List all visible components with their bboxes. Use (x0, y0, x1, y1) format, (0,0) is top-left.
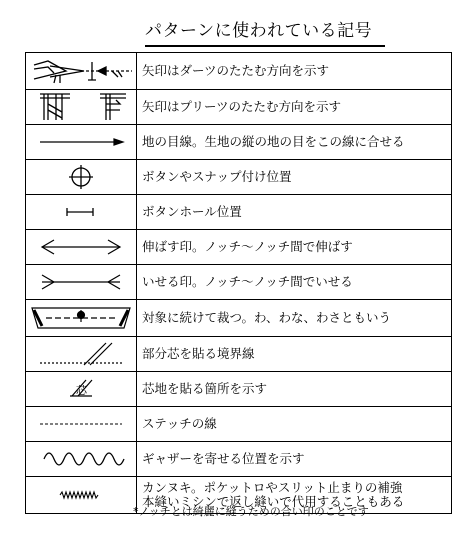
legend-description: ギャザーを寄せる位置を示す (137, 442, 452, 477)
legend-description: 対象に続けて裁つ。わ、わな、わさともいう (137, 300, 452, 337)
footnote: *ノッチとは綺麗に縫うための合い印のことです (133, 505, 369, 518)
legend-description-line1: カンヌキ。ポケットロやスリット止まりの補強 (142, 480, 403, 495)
legend-row (26, 53, 452, 90)
buttonhole-icon (26, 195, 136, 229)
ease-inward-arrow-icon (26, 265, 136, 299)
stitch-dashed-line-icon (26, 407, 136, 441)
legend-description: 地の目線。生地の縦の地の目をこの線に合せる (137, 125, 452, 160)
legend-row (26, 195, 452, 230)
legend-description: 部分芯を貼る境界線 (137, 337, 452, 372)
legend-description: 矢印はダーツのたたむ方向を示す (137, 53, 452, 90)
legend-description: ボタンホール位置 (137, 195, 452, 230)
legend-row (26, 160, 452, 195)
legend-row (26, 230, 452, 265)
page-title: パターンに使われている記号 (145, 16, 385, 47)
legend-description: 矢印はプリーツのたたむ方向を示す (137, 90, 452, 125)
legend-description: ボタンやスナップ付け位置 (137, 160, 452, 195)
dart-fold-direction-icon (26, 53, 136, 89)
pleat-fold-direction-icon (26, 90, 136, 124)
svg-text:芯: 芯 (76, 384, 87, 397)
legend-row (26, 407, 452, 442)
gather-wave-icon (26, 442, 136, 476)
legend-description: いせる印。ノッチ～ノッチ間でいせる (137, 265, 452, 300)
legend-row (26, 265, 452, 300)
button-circle-cross-icon (26, 160, 136, 194)
legend-row (26, 90, 452, 125)
cut-on-fold-bracket-icon (26, 300, 136, 336)
bartack-zigzag-icon (26, 477, 136, 513)
legend-row (26, 442, 452, 477)
legend-row (26, 300, 452, 337)
stretch-double-arrow-icon (26, 230, 136, 264)
interfacing-hatch-icon (26, 372, 136, 406)
legend-description: 伸ばす印。ノッチ～ノッチ間で伸ばす (137, 230, 452, 265)
legend-row (26, 372, 452, 407)
interfacing-boundary-icon (26, 337, 136, 371)
legend-row (26, 125, 452, 160)
legend-description-line2: 本縫いミシンで返し縫いで代用することもある (142, 494, 405, 509)
grainline-arrow-icon (26, 125, 136, 159)
symbol-legend-table (25, 52, 452, 514)
legend-description: 芯地を貼る箇所を示す (137, 372, 452, 407)
legend-description: ステッチの線 (137, 407, 452, 442)
legend-row (26, 337, 452, 372)
